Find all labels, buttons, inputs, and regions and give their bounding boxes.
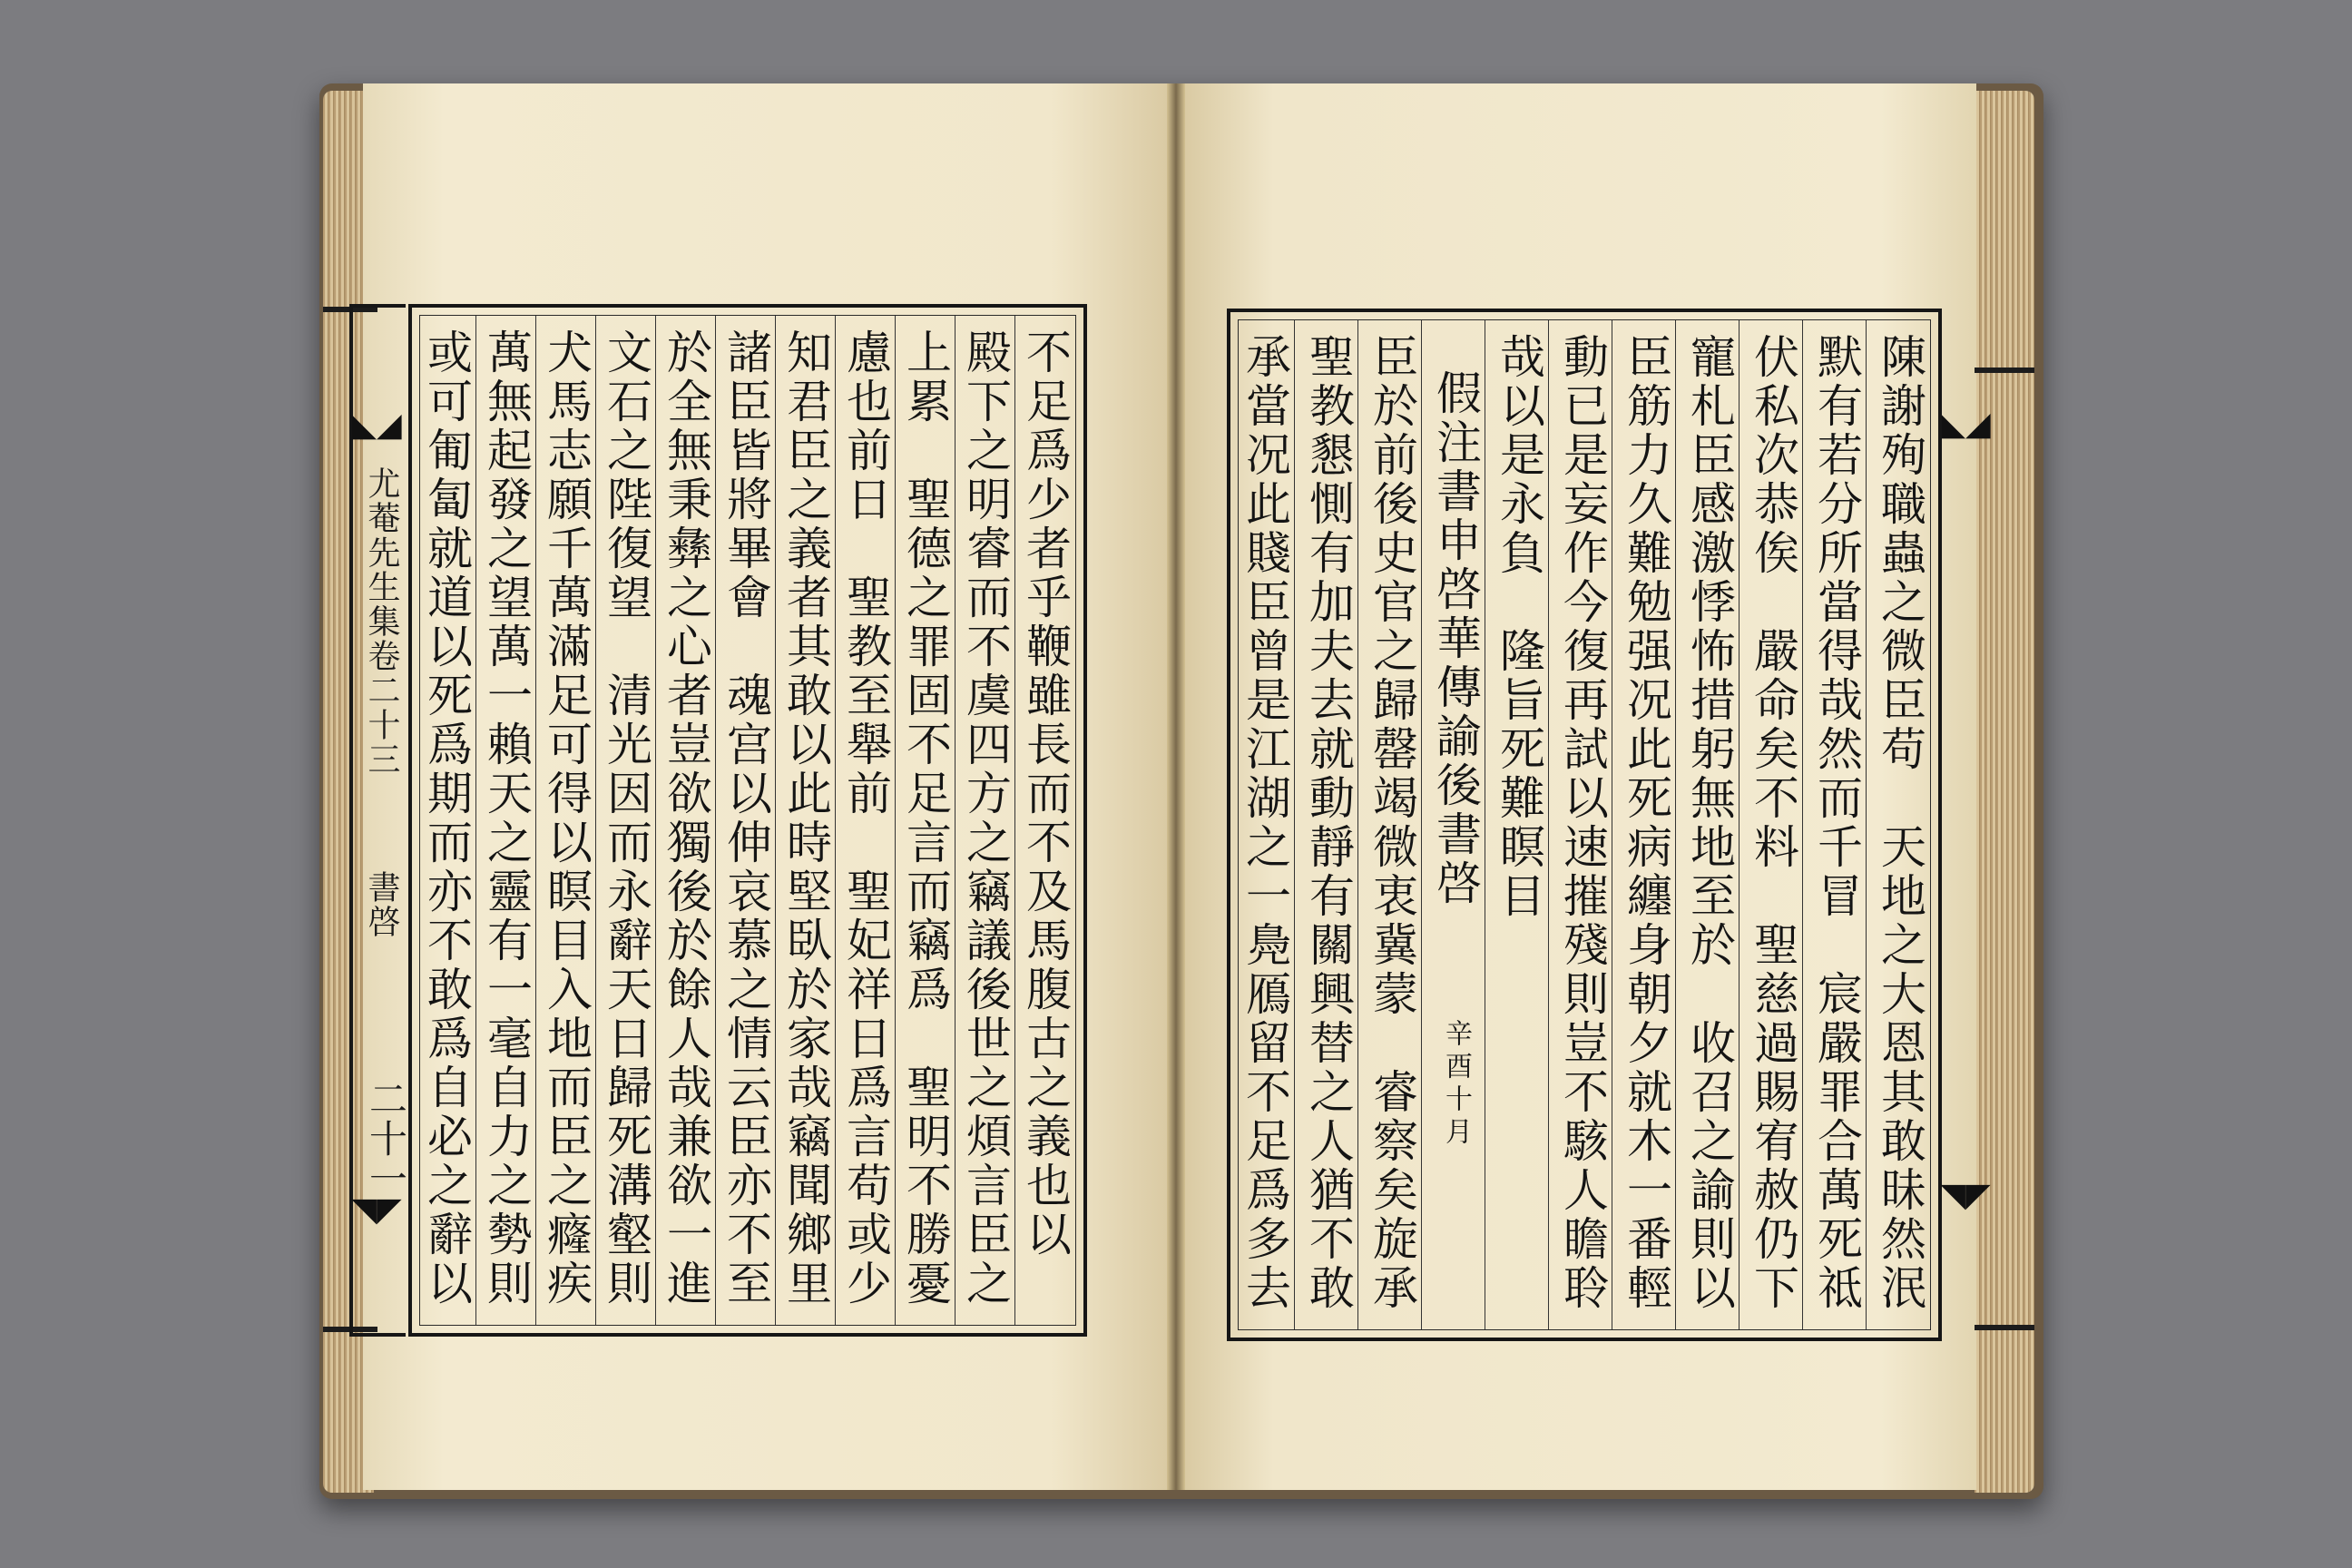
text-column: 哉以是永負 隆旨死難瞑目 — [1493, 333, 1545, 921]
right-text-grid — [1238, 319, 1931, 1330]
folio-number: 二十一 — [364, 1079, 408, 1199]
text-column: 寵札臣感激悸怖措躬無地至於 收召之諭則以 — [1683, 333, 1736, 1313]
left-text-frame — [408, 304, 1087, 1337]
text-column: 動已是妄作今復再試以速摧殘則豈不駭人瞻聆 — [1556, 333, 1609, 1313]
section-title: 書啓 — [363, 870, 400, 939]
text-column: 伏私次恭俟 嚴命矣不料 聖慈過賜宥赦仍下 — [1747, 333, 1799, 1313]
book-gutter — [1167, 83, 1185, 1490]
fish-tail-mark-icon: ◥◤ — [1940, 1177, 1991, 1214]
text-column: 或可匍匐就道以死爲期而亦不敢爲自必之辭以 — [420, 328, 473, 1308]
binding-band — [1975, 368, 2034, 373]
right-text-frame — [1227, 309, 1942, 1341]
text-column: 慮也前日 聖教至舉前 聖妃祥日爲言苟或少 — [839, 328, 892, 1308]
fish-tail-mark-icon: ◣◢ — [351, 407, 402, 444]
text-column: 臣於前後史官之歸罄竭微衷冀蒙 睿察矣旋承 — [1366, 333, 1418, 1313]
text-column: 陳謝殉職蟲之微臣苟 天地之大恩其敢昧然泯 — [1874, 333, 1926, 1313]
text-column: 犬馬志願千萬滿足可得以瞑目入地而臣之癃疾 — [540, 328, 593, 1308]
letter-heading: 假注書申啓華傳諭後書啓 — [1429, 369, 1482, 908]
text-column: 知君臣之義者其敢以此時堅臥於家哉竊聞鄉里 — [779, 328, 832, 1308]
text-column: 承當况此賤臣曾是江湖之一鳧鴈留不足爲多去 — [1239, 333, 1291, 1313]
text-column: 不足爲少者乎鞭雖長而不及馬腹古之義也以 — [1019, 328, 1072, 1259]
text-column: 殿下之明睿而不虞四方之竊議後世之煩言臣之 — [959, 328, 1012, 1308]
fish-tail-mark-icon: ◥◤ — [351, 1191, 402, 1229]
right-page-edges — [1975, 91, 2034, 1493]
text-column: 於全無秉彝之心者豈欲獨後於餘人哉兼欲一進 — [660, 328, 712, 1308]
book-title: 尤菴先生集卷二十三 — [363, 466, 400, 777]
binding-band — [1975, 1325, 2034, 1330]
text-column: 上累 聖德之罪固不足言而竊爲 聖明不勝憂 — [899, 328, 952, 1308]
text-column: 聖教懇惻有加夫去就動靜有關興替之人猶不敢 — [1302, 333, 1355, 1313]
text-column: 臣筋力久難勉强况此死病纏身朝夕就木一番輕 — [1620, 333, 1672, 1313]
fish-tail-mark-icon: ◣◢ — [1940, 406, 1991, 443]
left-text-grid — [419, 315, 1076, 1326]
text-column: 默有若分所當得哉然而千冒 宸嚴罪合萬死祗 — [1810, 333, 1863, 1313]
text-column: 文石之陛復望 清光因而永辭天日歸死溝壑則 — [600, 328, 652, 1308]
text-column: 萬無起發之望萬一賴天之靈有一毫自力之勢則 — [480, 328, 533, 1308]
date-note: 辛酉十月 — [1440, 1019, 1472, 1150]
text-column: 諸臣皆將畢會 魂宫以伸哀慕之情云臣亦不至 — [720, 328, 772, 1308]
page-center-column — [349, 304, 406, 1337]
